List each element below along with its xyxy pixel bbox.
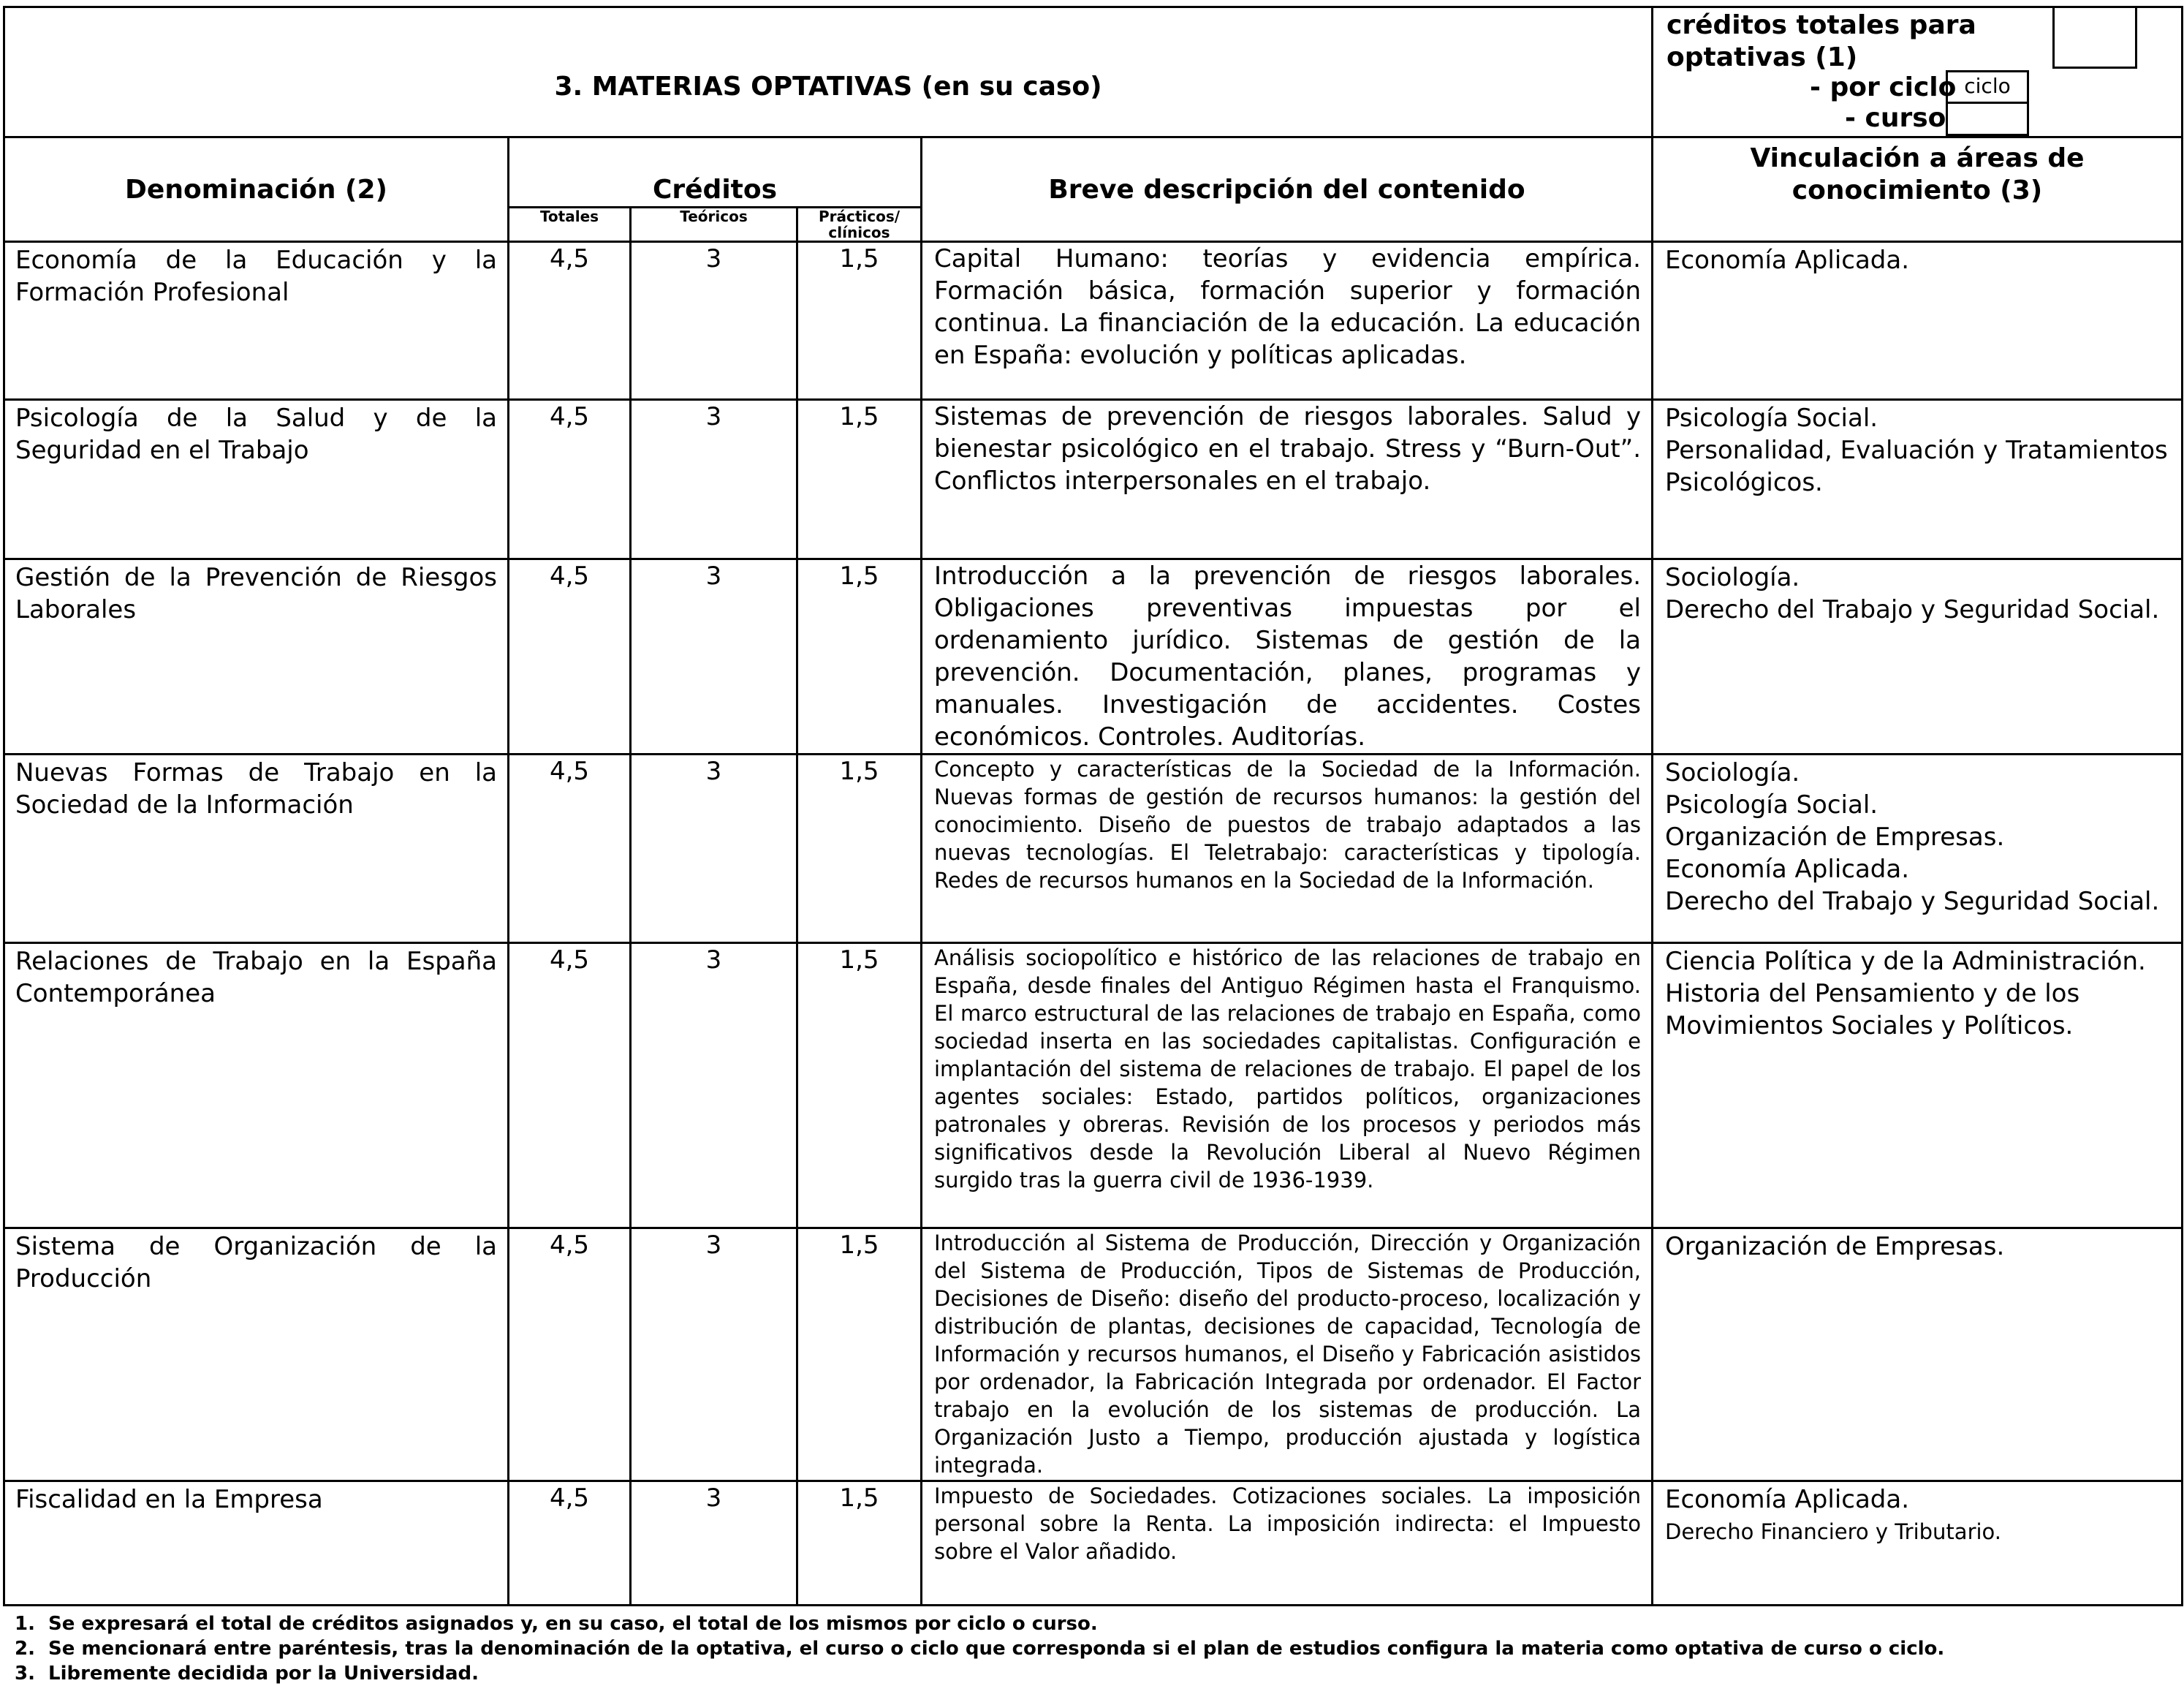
totales-cell: 4,5 [509,943,631,1228]
area-item: Psicología Social. [1665,790,1878,820]
denominacion-cell: Fiscalidad en la Empresa [4,1481,509,1606]
area-item: Economía Aplicada. [1665,1485,1910,1514]
denominacion-cell: Gestión de la Prevención de Riesgos Laborales [4,559,509,755]
area-item: Organización de Empresas. [1665,823,2005,852]
teoricos-cell: 3 [631,400,797,559]
footnote-number: 1. [15,1613,35,1635]
creditos-header: Créditos [509,137,922,208]
teoricos-header: Teóricos [631,208,797,242]
area-cell [1653,1481,2183,1606]
practicos-cell: 1,5 [797,559,922,755]
denominacion-cell: Relaciones de Trabajo en la España Contemporánea [4,943,509,1228]
credits-cell [1653,7,2183,137]
totales-cell: 4,5 [509,400,631,559]
denominacion-cell: Nuevas Formas de Trabajo en la Sociedad de la Información [4,755,509,943]
page-title: 3. MATERIAS OPTATIVAS (en su caso) [554,72,1102,102]
footnote [15,1636,1944,1661]
vinculacion-header: Vinculación a áreas de conocimiento (3) [1653,137,2183,242]
curso-label: - curso [1845,103,1946,133]
area-item: Derecho del Trabajo y Seguridad Social. [1665,887,2160,916]
table-row [4,1481,2183,1606]
teoricos-cell: 3 [631,943,797,1228]
totales-cell: 4,5 [509,559,631,755]
title-row [4,7,2183,137]
area-item: Ciencia Política y de la Administración. [1665,947,2146,976]
ciclo-box: ciclo [1946,70,2029,104]
teoricos-cell: 3 [631,559,797,755]
table-row [4,400,2183,559]
optativas-table [3,6,2183,1606]
teoricos-cell: 3 [631,242,797,400]
area-item: Historia del Pensamiento y de los Movimientos Sociales y Políticos. [1665,979,2080,1040]
denominacion-cell: Sistema de Organización de la Producción [4,1228,509,1481]
area-item: Economía Aplicada. [1665,246,1910,275]
totales-cell: 4,5 [509,242,631,400]
descripcion-cell: Introducción al Sistema de Producción, Dirección y Organización del Sistema de Producción, Tipos de Sistemas de Producción, Decisiones de Diseño: diseño del producto-proceso, localización y distribución de plantas, decisiones de capacidad, Tecnología de Información y recursos humanos, el Diseño y Fabricación asistidos por ordenador, la Fabricación Integrada por ordenador. El Factor trabajo en la evolución de los sistemas de producción. La Organización Justo a Tiempo, producción ajustada y logística integrada. [922,1228,1653,1481]
footnote-number: 3. [15,1663,35,1685]
practicos-cell: 1,5 [797,1228,922,1481]
descripcion-cell: Introducción a la prevención de riesgos laborales. Obligaciones preventivas impuestas por el ordenamiento jurídico. Sistemas de gestión de la prevención. Documentación, planes, programas y manuales. Investigación de accidentes. Costes económicos. Controles. Auditorías. [922,559,1653,755]
footnote-text: Se mencionará entre paréntesis, tras la denominación de la optativa, el curso o ciclo que corresponda si el plan de estudios configura la materia como optativa de curso o ciclo. [48,1638,1945,1660]
document-sheet [3,6,2181,1606]
teoricos-cell: 3 [631,1481,797,1606]
footnote-text: Se expresará el total de créditos asignados y, en su caso, el total de los mismos por ciclo o curso. [48,1613,1098,1635]
descripcion-cell: Concepto y características de la Sociedad de la Información. Nuevas formas de gestión de recursos humanos: la gestión del conocimiento. Diseño de puestos de trabajo adaptados a las nuevas tecnologías. El Teletrabajo: características y tipología. Redes de recursos humanos en la Sociedad de la Información. [922,755,1653,943]
totales-cell: 4,5 [509,755,631,943]
area-cell [1653,1228,2183,1481]
credits-label: créditos totales para optativas (1) [1667,10,1976,72]
area-item: Sociología. [1665,563,1800,592]
totales-header: Totales [509,208,631,242]
footnotes [15,1611,1944,1686]
teoricos-cell: 3 [631,1228,797,1481]
denominacion-cell: Economía de la Educación y la Formación Profesional [4,242,509,400]
table-row [4,242,2183,400]
area-cell [1653,559,2183,755]
practicos-cell: 1,5 [797,1481,922,1606]
area-cell [1653,400,2183,559]
footnote-number: 2. [15,1638,35,1660]
descripcion-cell: Análisis sociopolítico e histórico de las relaciones de trabajo en España, desde finales del Antiguo Régimen hasta el Franquismo. El marco estructural de las relaciones de trabajo en España, como sociedad inserta en las sociedades capitalistas. Configuración e implantación del sistema de relaciones de trabajo. El papel de los agentes sociales: Estado, partidos políticos, organizaciones patronales y obreras. Revisión de los procesos y periodos más significativos desde la Revolución Liberal al Nuevo Régimen surgido tras la guerra civil de 1936-1939. [922,943,1653,1228]
footnote [15,1611,1944,1636]
por-ciclo-label: - por ciclo [1810,72,1957,102]
curso-box [1946,102,2029,136]
area-item: Derecho Financiero y Tributario. [1665,1519,2002,1544]
descripcion-cell: Capital Humano: teorías y evidencia empírica. Formación básica, formación superior y formación continua. La financiación de la educación. La educación en España: evolución y políticas aplicadas. [922,242,1653,400]
table-row [4,1228,2183,1481]
area-item: Sociología. [1665,758,1800,787]
totales-cell: 4,5 [509,1481,631,1606]
practicos-header: Prácticos/ clínicos [797,208,922,242]
area-cell [1653,755,2183,943]
area-item: Psicología Social. [1665,404,1878,433]
totales-cell: 4,5 [509,1228,631,1481]
descripcion-cell: Sistemas de prevención de riesgos laborales. Salud y bienestar psicológico en el trabajo. Stress y “Burn-Out”. Conflictos interpersonales en el trabajo. [922,400,1653,559]
area-cell [1653,242,2183,400]
title-cell [4,7,1653,137]
area-item: Economía Aplicada. [1665,855,1910,884]
table-row [4,755,2183,943]
area-cell [1653,943,2183,1228]
area-item: Organización de Empresas. [1665,1232,2005,1261]
table-row [4,559,2183,755]
footnote [15,1661,1944,1686]
denominacion-header: Denominación (2) [4,137,509,242]
header-row [4,137,2183,208]
area-item: Derecho del Trabajo y Seguridad Social. [1665,595,2160,624]
descripcion-header: Breve descripción del contenido [922,137,1653,242]
area-item: Personalidad, Evaluación y Tratamientos Psicológicos. [1665,436,2168,497]
teoricos-cell: 3 [631,755,797,943]
footnote-text: Libremente decidida por la Universidad. [48,1663,479,1685]
practicos-cell: 1,5 [797,400,922,559]
practicos-cell: 1,5 [797,242,922,400]
descripcion-cell: Impuesto de Sociedades. Cotizaciones sociales. La imposición personal sobre la Renta. La imposición indirecta: el Impuesto sobre el Valor añadido. [922,1481,1653,1606]
practicos-cell: 1,5 [797,943,922,1228]
credits-total-box [2052,8,2137,69]
table-row [4,943,2183,1228]
denominacion-cell: Psicología de la Salud y de la Seguridad en el Trabajo [4,400,509,559]
practicos-cell: 1,5 [797,755,922,943]
